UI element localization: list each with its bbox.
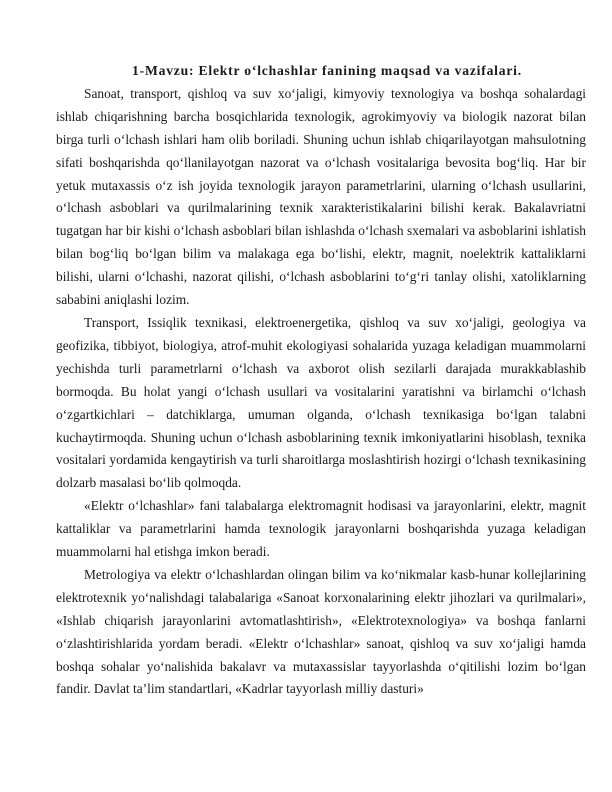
document-page: [56, 60, 586, 701]
paragraph-1: Sanoat, transport, qishloq va suv xo‘jaligi, kimyoviy texnologiya va boshqa sohalardagi ishlab chiqarishning barcha bosqichlarida texnologik, agrokimyoviy va biologik nazorat bilan birga turli o‘lchash ishlari ham olib boriladi. Shuning uchun ishlab chiqarilayotgan mahsulotning sifati boshqarishda qo‘llanilayotgan nazorat va o‘lchash vositalariga bevosita bog‘liq. Har bir yetuk mutaxassis o‘z ish joyida texnologik jarayon parametrlarini, ularning o‘lchash usullarini, o‘lchash asboblari va qurilmalarining texnik xarakteristikalarini bilishi kerak. Bakalavriatni tugatgan har bir kishi o‘lchash asboblari bilan ishlashda o‘lchash sxemalari va asboblarini ishlatish bilan bog‘liq bo‘lgan bilim va malakaga ega bo‘lishi, elektr, magnit, noelektrik kattaliklarni bilishi, ularni o‘lchashi, nazorat qilishi, o‘lchash asboblarini to‘g‘ri tanlay olishi, xatoliklarning sababini aniqlashi lozim.: [56, 85, 586, 308]
page-title: 1-Mavzu: Elektr o‘lchashlar fanining maqsad va vazifalari.: [132, 63, 522, 78]
paragraph-3: «Elektr o‘lchashlar» fani talabalarga elektromagnit hodisasi va jarayonlarini, elektr, magnit kattaliklar va parametrlarini hamda texnologik jarayonlarni boshqarishda yuzaga keladigan muammolarni hal etishga imkon beradi.: [56, 498, 586, 560]
paragraph-4: Metrologiya va elektr o‘lchashlardan olingan bilim va ko‘nikmalar kasb-hunar kollejlarining elektrotexnik yo‘nalishdagi talabalariga «Sanoat korxonalarining elektr jihozlari va qurilmalari», «Ishlab chiqarish jarayonlarini avtomatlashtirish», «Elektrotexnologiya» va boshqa fanlarni o‘zlashtirishlarida yordam beradi. «Elektr o‘lchashlar» sanoat, qishloq va suv xo‘jaligi hamda boshqa sohalar yo‘nalishida bakalavr va mutaxassislar tayyorlashda o‘qitilishi lozim bo‘lgan fandir. Davlat ta’lim standartlari, «Kadrlar tayyorlash milliy dasturi»: [56, 566, 586, 697]
paragraph-2: Transport, Issiqlik texnikasi, elektroenergetika, qishloq va suv xo‘jaligi, geologiya va geofizika, tibbiyot, biologiya, atrof-muhit ekologiyasi sohalarida yuzaga keladigan muammolarni yechishda turli parametrlarni o‘lchash va axborot olish sezilarli darajada murakkablashib bormoqda. Bu holat yangi o‘lchash usullari va vositalarini yaratishni va birlamchi o‘lchash o‘zgartkichlari – datchiklarga, umuman olganda, o‘lchash texnikasiga bo‘lgan talabni kuchaytirmoqda. Shuning uchun o‘lchash asboblarining texnik imkoniyatlarini hisoblash, texnika vositalari yordamida kengaytirish va turli sharoitlarga moslashtirish hozirgi o‘lchash texnikasining dolzarb masalasi bo‘lib qolmoqda.: [56, 314, 586, 491]
